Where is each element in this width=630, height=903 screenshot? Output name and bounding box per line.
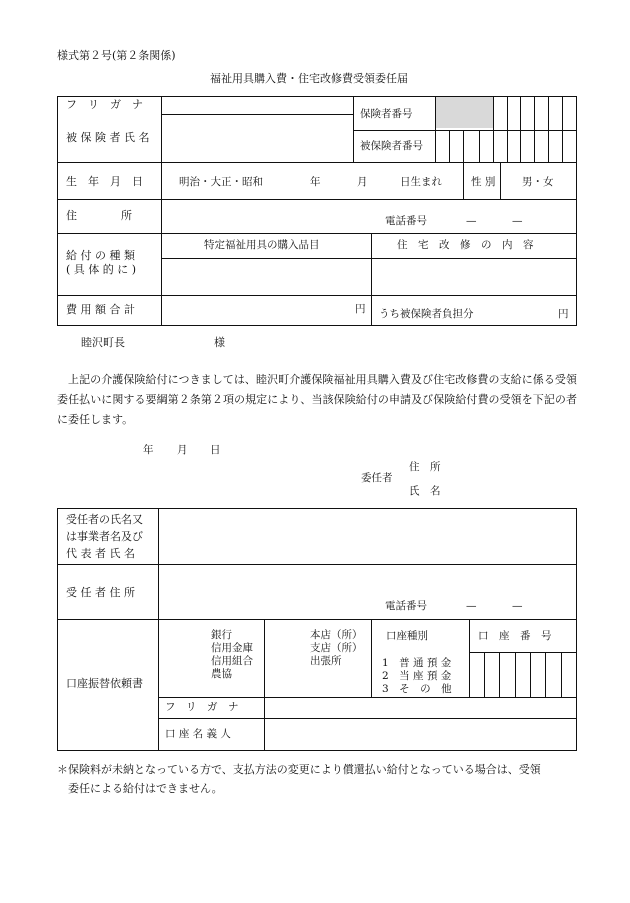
benefit-type-label: 給 付 の 種 類 xyxy=(66,249,135,262)
delegator-address: 住 所 xyxy=(409,461,441,473)
insurer-number-label: 保険者番号 xyxy=(360,108,413,120)
cost-yen: 円 xyxy=(355,303,366,315)
branch-list xyxy=(310,629,363,668)
delegate-phone-label: 電話番号 xyxy=(385,600,427,612)
phone-label: 電話番号 xyxy=(385,215,427,227)
sex-label: 性 別 xyxy=(471,176,496,188)
bank-transfer-label: 口座振替依頼書 xyxy=(66,677,143,690)
delegator-label: 委任者 xyxy=(361,472,393,484)
institution-kumiai: 信用組合 xyxy=(211,655,253,667)
housing-contents-header: 住 宅 改 修 の 内 容 xyxy=(397,239,534,251)
welfare-items-header: 特定福祉用具の購入品目 xyxy=(204,239,320,251)
institution-bank: 銀行 xyxy=(211,629,232,641)
account-number-label: 口 座 番 号 xyxy=(478,630,552,642)
furigana-label: フ リ ガ ナ xyxy=(66,98,143,111)
delegator-name: 氏 名 xyxy=(409,485,441,497)
account-type-current: 2 当 座 預 金 xyxy=(382,670,452,682)
dob-born: 日生まれ xyxy=(400,176,442,188)
delegate-name-label-1: 受任者の氏名又 xyxy=(66,513,143,526)
branch-head: 本店（所） xyxy=(310,629,363,641)
branch-office: 出張所 xyxy=(310,655,342,667)
form-number: 様式第２号(第２条関係) xyxy=(57,49,176,62)
institution-nokyo: 農協 xyxy=(211,668,232,680)
dob-month: 月 xyxy=(357,176,368,188)
era-options: 明治・大正・昭和 xyxy=(179,176,263,188)
institution-shinkin: 信用金庫 xyxy=(211,642,253,654)
date-year: 年 xyxy=(143,444,154,456)
note-line-2: 委任による給付はできません。 xyxy=(68,782,223,795)
account-holder-label: 口 座 名 義 人 xyxy=(165,728,231,740)
dob-label: 生 年 月 日 xyxy=(66,175,143,188)
statement-paragraph: 上記の介護保険給付につきましては、睦沢町介護保険福祉用具購入費及び住宅改修費の支給に係る受領委任払いに関する要綱第２条第２項の規定により、当該保険給付の申請及び保険給付費の受領を下記の者に委任します。 xyxy=(57,373,577,426)
delegate-phone-sep-2: — xyxy=(512,600,523,612)
delegate-address-label: 受 任 者 住 所 xyxy=(66,586,135,599)
account-type-options xyxy=(382,657,452,696)
insurer-number-gray-cell xyxy=(435,96,493,128)
branch-sub: 支店（所） xyxy=(310,642,363,654)
mayor-title: 睦沢町長 xyxy=(81,336,125,349)
account-type-label: 口座種別 xyxy=(386,630,428,642)
insured-name-label: 被 保 険 者 氏 名 xyxy=(66,131,150,144)
delegate-name-label-3: 代 表 者 氏 名 xyxy=(66,547,135,560)
self-burden-yen: 円 xyxy=(558,308,569,320)
phone-sep-1: — xyxy=(466,215,477,227)
account-furigana-label: フ リ ガ ナ xyxy=(165,701,239,713)
institution-list xyxy=(211,629,253,681)
delegate-phone-sep-1: — xyxy=(466,600,477,612)
honorific: 様 xyxy=(214,336,225,349)
date-day: 日 xyxy=(210,444,221,456)
phone-sep-2: — xyxy=(512,215,523,227)
delegate-name-label-2: は事業者名及び xyxy=(66,530,143,543)
date-month: 月 xyxy=(177,444,188,456)
form-title: 福祉用具購入費・住宅改修費受領委任届 xyxy=(210,72,408,85)
benefit-type-sublabel: ( 具 体 的 に ) xyxy=(66,263,137,276)
address-label: 住 所 xyxy=(66,209,132,222)
account-type-other: 3 そ の 他 xyxy=(382,683,452,695)
dob-year: 年 xyxy=(310,176,321,188)
cost-total-label: 費 用 額 合 計 xyxy=(66,303,135,316)
account-type-ordinary: 1 普 通 預 金 xyxy=(382,657,452,669)
note-line-1: ＊保険料が未納となっている方で、支払方法の変更により償還払い給付となっている場合は、受領 xyxy=(57,763,541,776)
self-burden-label: うち被保険者負担分 xyxy=(379,308,474,320)
insured-number-label: 被保険者番号 xyxy=(360,140,423,152)
sex-options: 男・女 xyxy=(522,176,554,188)
